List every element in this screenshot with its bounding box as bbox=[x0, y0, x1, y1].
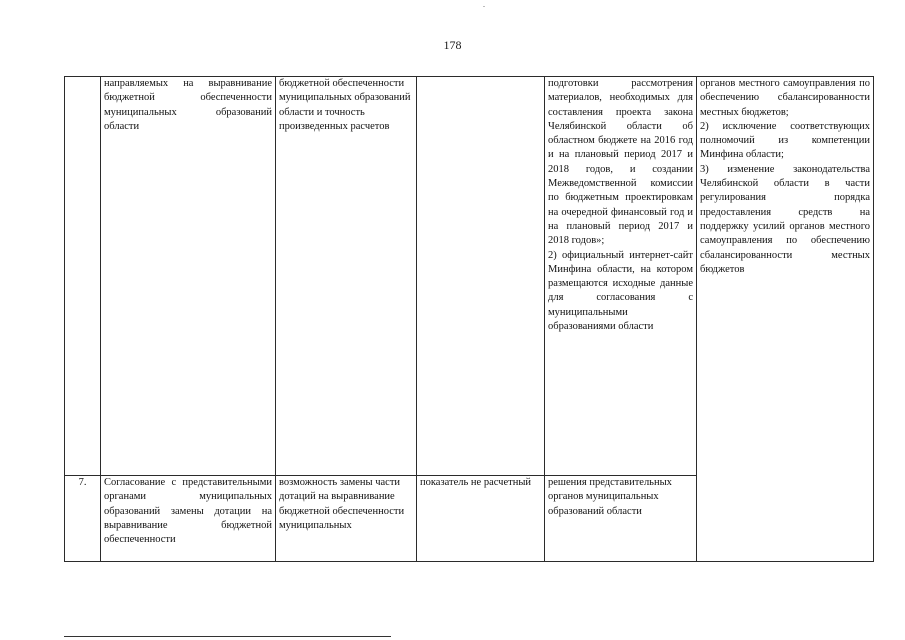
criteria-cell bbox=[276, 77, 417, 476]
indicator-text bbox=[420, 77, 541, 475]
criteria-text: бюджетной обеспеченности муниципальных образований области и точность произведенных расчетов bbox=[279, 78, 414, 132]
criteria-text: возможность замены части дотаций на выравнивание бюджетной обеспеченности муниципальных bbox=[279, 477, 407, 531]
measure-cell bbox=[101, 476, 276, 562]
indicator-cell bbox=[417, 77, 545, 476]
measure-cell bbox=[101, 77, 276, 476]
source-cell bbox=[545, 476, 697, 562]
source-text: подготовки рассмотрения материалов, необходимых для составления проекта закона Челябинской области об областном бюджете на 2016 год и на плановый период 2017 и 2018 годов, и создании Межведомственной комиссии по бюджетным проектировкам на очередной финансовый год и на плановый период 2017 и 2018 годов»; 2) официальный интернет-сайт Минфина области, на котором размещаются исходные данные для согласования с муниципальными образованиями области bbox=[548, 78, 693, 333]
source-text: решения представительных органов муниципальных образований области bbox=[548, 477, 675, 517]
scan-artifact bbox=[483, 6, 485, 7]
criteria-cell bbox=[276, 476, 417, 562]
indicator-cell bbox=[417, 476, 545, 562]
proposal-cell bbox=[697, 77, 874, 562]
measure-text: направляемых на выравнивание бюджетной обеспеченности муниципальных образований области bbox=[104, 78, 275, 132]
measure-text: Согласование с представительными органами муниципальных образований замены дотации на выравнивание бюджетной обеспеченности bbox=[104, 477, 275, 546]
document-table bbox=[64, 76, 874, 562]
indicator-text: показатель не расчетный bbox=[420, 477, 531, 488]
row-number: 7. bbox=[78, 477, 87, 488]
footnote-separator bbox=[64, 636, 391, 637]
page-number: 178 bbox=[443, 38, 462, 52]
row-number-cell bbox=[65, 77, 101, 476]
row-number-cell bbox=[65, 476, 101, 562]
table-row bbox=[65, 77, 874, 476]
source-cell bbox=[545, 77, 697, 476]
proposal-text: органов местного самоуправления по обеспечению сбалансированности местных бюджетов; 2) исключение соответствующих полномочий из компетенции Минфина области; 3) изменение законодательства Челябинской области в части регулирования порядка предоставления средств на поддержку усилий органов местного самоуправления по обеспечению сбалансированности местных бюджетов bbox=[700, 78, 870, 275]
